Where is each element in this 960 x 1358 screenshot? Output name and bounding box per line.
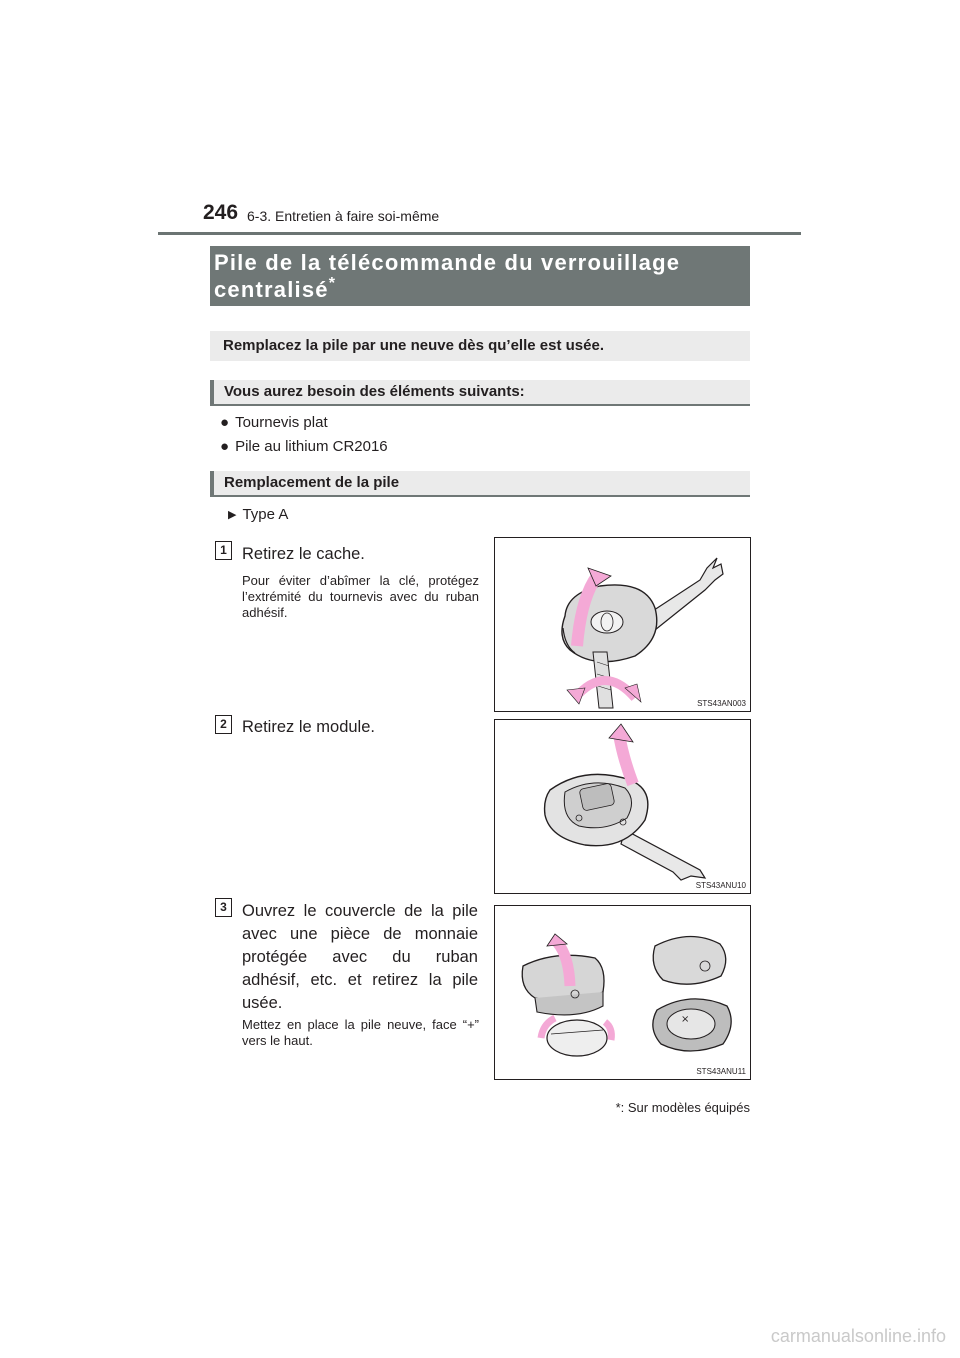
header-divider xyxy=(158,232,801,235)
main-title-line1: Pile de la télécommande du verrouillage xyxy=(214,250,681,275)
replacement-heading-text: Remplacement de la pile xyxy=(224,474,400,491)
svg-text:×: × xyxy=(681,1014,690,1025)
step-3-title: Ouvrez le couvercle de la pile avec une pièce de monnaie protégée avec du ruban adhésif, etc. et retirez la pile usée. xyxy=(242,902,478,1012)
type-label xyxy=(228,506,288,523)
bullet-dot-icon: ● xyxy=(220,414,230,431)
step-2-title: Retirez le module. xyxy=(242,718,375,736)
list-item xyxy=(220,438,388,455)
main-title-box xyxy=(210,246,750,306)
replacement-heading xyxy=(210,471,750,497)
main-title-line2 xyxy=(214,277,336,303)
step-3-note: Mettez en place la pile neuve, face “+” vers le haut. xyxy=(242,1017,479,1048)
intro-text: Remplacez la pile par une neuve dès qu’elle est usée. xyxy=(223,337,604,354)
list-item-text: Tournevis plat xyxy=(235,414,328,431)
figure-code: STS43AN003 xyxy=(697,699,746,708)
needs-heading xyxy=(210,380,750,406)
step-1-note: Pour éviter d’abîmer la clé, protégez l’extrémité du tournevis avec du ruban adhésif. xyxy=(242,573,479,620)
key-remove-module-drawing xyxy=(495,720,750,893)
step-number-2: 2 xyxy=(215,715,232,734)
triangle-right-icon: ▶ xyxy=(228,509,237,521)
section-header: 6-3. Entretien à faire soi-même xyxy=(247,208,440,224)
list-item xyxy=(220,414,328,431)
figure-code: STS43ANU11 xyxy=(696,1067,746,1076)
figure-code: STS43ANU10 xyxy=(695,881,746,890)
list-item-text: Pile au lithium CR2016 xyxy=(235,438,388,455)
battery-replace-drawing xyxy=(495,906,750,1079)
main-title-line2-text: centralisé xyxy=(214,277,329,302)
bullet-dot-icon: ● xyxy=(220,438,230,455)
page-number: 246 xyxy=(203,201,239,224)
footnote-mark: * xyxy=(328,275,337,292)
type-label-text: Type A xyxy=(242,506,289,523)
step-1-illustration xyxy=(494,537,751,712)
footnote: *: Sur modèles équipés xyxy=(615,1100,750,1115)
step-number-1: 1 xyxy=(215,541,232,560)
watermark: carmanualsonline.info xyxy=(770,1326,946,1346)
key-remove-cover-drawing xyxy=(495,538,750,711)
needs-heading-text: Vous aurez besoin des éléments suivants: xyxy=(224,383,525,400)
step-3-illustration xyxy=(494,905,751,1080)
intro-box xyxy=(210,331,750,361)
step-1-title: Retirez le cache. xyxy=(242,545,365,563)
step-number-3: 3 xyxy=(215,898,232,917)
step-2-illustration xyxy=(494,719,751,894)
